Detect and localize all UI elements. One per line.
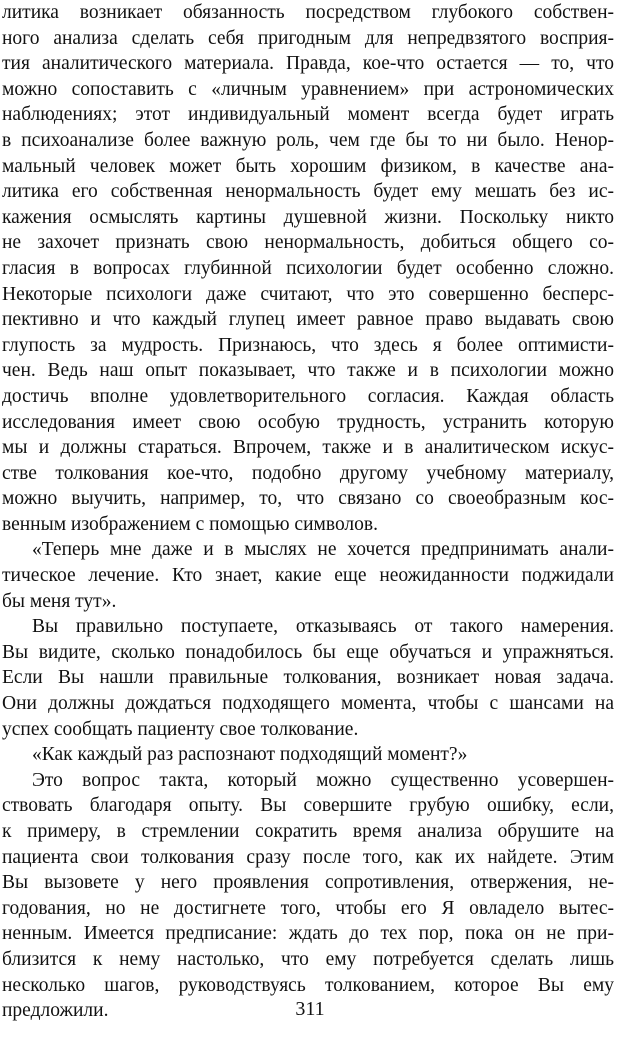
text-line: стве толкования кое-что, подобно другому учебному материалу, (2, 462, 614, 484)
text-line: ного анализа сделать себя пригодным для непредвзятого восприя- (2, 27, 614, 49)
paragraph-4 (2, 742, 614, 768)
text-line: близится к нему настолько, что ему потребуется сделать лишь (2, 948, 614, 970)
text-line: не захочет признать свою ненормальность, добиться общего со- (2, 232, 614, 254)
text-line: Некоторые психологи даже считают, что это совершенно бесперс- (2, 283, 614, 305)
text-line: Если Вы нашли правильные толкования, возникает новая задача. (2, 667, 614, 689)
text-line: бы меня тут». (2, 590, 117, 612)
text-line: мальный человек может быть хорошим физиком, в качестве ана- (2, 155, 614, 177)
text-line: тия аналитического материала. Правда, кое-что остается — то, что (2, 53, 614, 75)
paragraph-1 (2, 0, 614, 537)
text-line: ствовать благодаря опыту. Вы совершите грубую ошибку, если, (2, 795, 614, 817)
text-line: Вы правильно поступаете, отказываясь от такого намерения. (32, 616, 614, 638)
text-line: Это вопрос такта, который можно существенно усовершен- (32, 769, 614, 791)
text-line: литика возникает обязанность посредством глубокого собствен- (2, 2, 614, 23)
text-line: в психоанализе более важную роль, чем где бы то ни было. Ненор- (2, 129, 614, 151)
text-line: пациента свои толкования сразу после того, как их найдете. Этим (2, 846, 614, 868)
text-line: мы и должны стараться. Впрочем, также и в аналитическом искус- (2, 437, 614, 459)
text-line: глупость за мудрость. Признаюсь, что здесь я более оптимисти- (2, 334, 614, 356)
text-line: ненным. Имеется предписание: ждать до тех пор, пока он не при- (2, 923, 614, 945)
text-line: наблюдениях; этот индивидуальный момент всегда будет играть (2, 104, 614, 126)
text-line: литика его собственная ненормальность будет ему мешать без ис- (2, 181, 614, 203)
body-text (2, 0, 614, 1024)
text-line: венным изображением с помощью символов. (2, 513, 378, 535)
text-line: гласия в вопросах глубинной психологии будет особенно сложно. (2, 257, 614, 279)
text-line: можно сопоставить с «личным уравнением» при астрономических (2, 78, 614, 100)
page-number: 311 (295, 998, 325, 1020)
text-line: чен. Ведь наш опыт показывает, что также и в психологии можно (2, 360, 614, 382)
text-line: «Как каждый раз распознают подходящий момент?» (32, 744, 468, 766)
paragraph-2 (2, 537, 614, 614)
text-line: тическое лечение. Кто знает, какие еще неожиданности поджидали (2, 565, 614, 587)
text-line: Они должны дождаться подходящего момента, чтобы с шансами на (2, 693, 614, 715)
text-line: годования, но не достигнете того, чтобы его Я овладело вытес- (2, 897, 614, 919)
text-line: Вы видите, сколько понадобилось бы еще обучаться и упражняться. (2, 641, 614, 663)
paragraph-5 (2, 768, 614, 1024)
text-line: можно выучить, например, то, что связано со своеобразным кос- (2, 488, 614, 510)
text-line: пективно и что каждый глупец имеет равное право выдавать свою (2, 309, 614, 331)
text-line: успех сообщать пациенту свое толкование. (2, 718, 359, 740)
text-line: к примеру, в стремлении сократить время анализа обрушите на (2, 821, 614, 842)
text-line: исследования имеет свою особую трудность, устранить которую (2, 411, 614, 433)
text-line: кажения осмыслять картины душевной жизни. Поскольку никто (2, 206, 614, 228)
paragraph-3 (2, 614, 614, 742)
text-line: несколько шагов, руководствуясь толкованием, которое Вы ему (2, 974, 614, 996)
text-line: «Теперь мне даже и в мыслях не хочется предпринимать анали- (32, 539, 614, 561)
text-line: предложили. (2, 1000, 109, 1022)
text-line: достичь вполне удовлетворительного согласия. Каждая область (2, 385, 614, 407)
text-line: Вы вызовете у него проявления сопротивления, отвержения, не- (2, 872, 614, 894)
